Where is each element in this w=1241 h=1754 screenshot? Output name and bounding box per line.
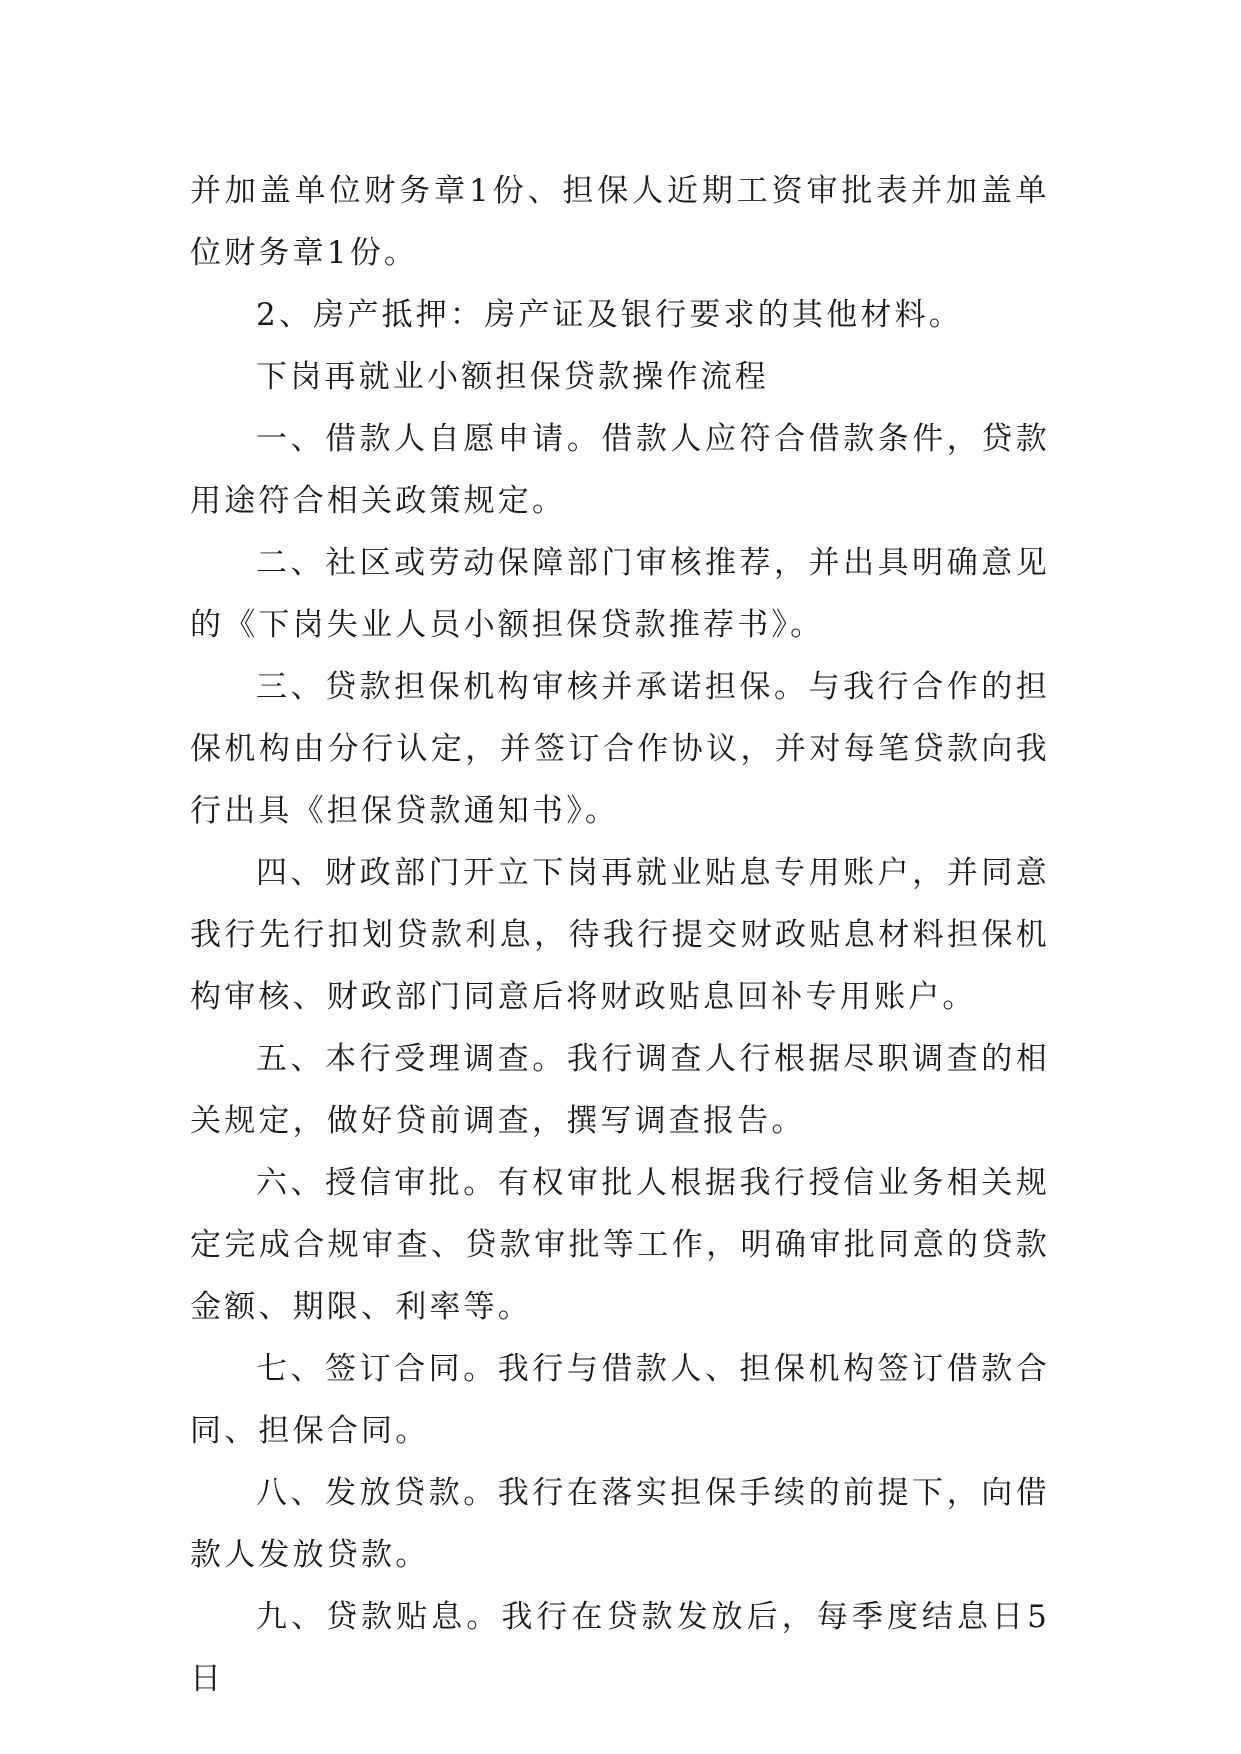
section-heading: 下岗再就业小额担保贷款操作流程 xyxy=(256,359,769,395)
step-9-paragraph: 九、贷款贴息。我行在贷款发放后，每季度结息日5日 xyxy=(190,1599,1050,1697)
step-7-paragraph: 七、签订合同。我行与借款人、担保机构签订借款合同、担保合同。 xyxy=(190,1351,1050,1449)
step-6-paragraph: 六、授信审批。有权审批人根据我行授信业务相关规定完成合规审查、贷款审批等工作，明确审批同意的贷款金额、期限、利率等。 xyxy=(190,1165,1050,1325)
step-8-paragraph: 八、发放贷款。我行在落实担保手续的前提下，向借款人发放贷款。 xyxy=(190,1475,1050,1573)
step-3-paragraph: 三、贷款担保机构审核并承诺担保。与我行合作的担保机构由分行认定，并签订合作协议，并对每笔贷款向我行出具《担保贷款通知书》。 xyxy=(190,669,1050,829)
step-4-paragraph: 四、财政部门开立下岗再就业贴息专用账户，并同意我行先行扣划贷款利息，待我行提交财政贴息材料担保机构审核、财政部门同意后将财政贴息回补专用账户。 xyxy=(190,855,1050,1015)
paragraph-continuation: 并加盖单位财务章1份、担保人近期工资审批表并加盖单位财务章1份。 xyxy=(190,173,1050,271)
document-body xyxy=(190,160,1050,1710)
step-1-paragraph: 一、借款人自愿申请。借款人应符合借款条件，贷款用途符合相关政策规定。 xyxy=(190,421,1050,519)
step-5-paragraph: 五、本行受理调查。我行调查人行根据尽职调查的相关规定，做好贷前调查，撰写调查报告。 xyxy=(190,1041,1050,1139)
paragraph-property-mortgage: 2、房产抵押：房产证及银行要求的其他材料。 xyxy=(256,297,963,333)
step-2-paragraph: 二、社区或劳动保障部门审核推荐，并出具明确意见的《下岗失业人员小额担保贷款推荐书》。 xyxy=(190,545,1050,643)
